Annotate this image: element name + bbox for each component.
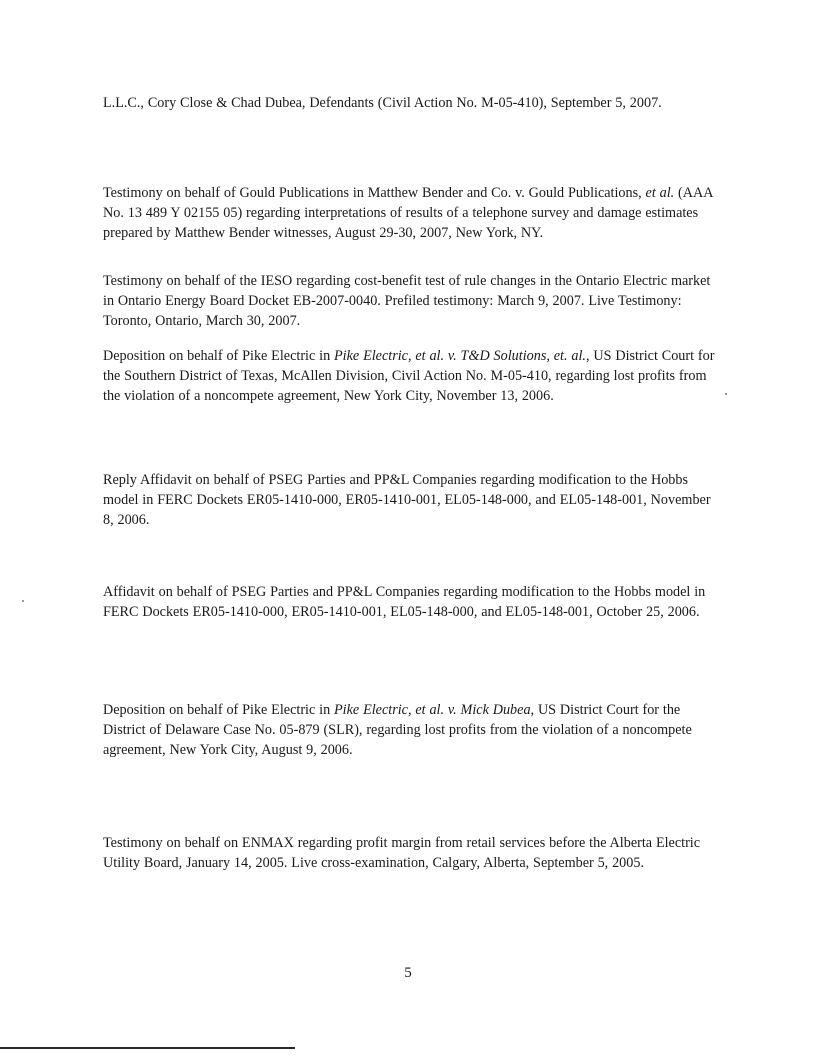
testimony-entry-5	[103, 470, 725, 530]
entry-text: Deposition on behalf of Pike Electric in	[103, 348, 335, 364]
case-citation: Pike Electric, et al. v. Mick Dubea	[334, 702, 531, 718]
entry-text: Affidavit on behalf of PSEG Parties and PP&L Companies regarding modification to the Hobbs model in FERC Dockets ER05-1410-000, ER05-1410-001, EL05-148-000, and EL05-148-001, October 25, 2006.	[103, 584, 706, 620]
testimony-entry-4	[103, 346, 725, 406]
testimony-entry-3	[103, 271, 725, 331]
page-number: 5	[404, 965, 412, 981]
entry-text: Testimony on behalf of the IESO regarding cost-benefit test of rule changes in the Ontario Electric market in Ontario Energy Board Docket EB-2007-0040. Prefiled testimony: March 9, 2007. Live Testimony: Toronto, Ontario, March 30, 2007.	[103, 273, 711, 329]
testimony-entry-1	[103, 93, 725, 113]
entry-text: , US District Court for the District of Delaware Case No. 05-879 (SLR), regarding lost profits from the violation of a noncompete agreement, New York City, August 9, 2006.	[103, 702, 692, 758]
scan-speck	[725, 393, 727, 395]
entry-text: Reply Affidavit on behalf of PSEG Parties and PP&L Companies regarding modification to the Hobbs model in FERC Dockets ER05-1410-000, ER05-1410-001, EL05-148-000, and EL05-148-001, November 8, 2006.	[103, 472, 711, 528]
testimony-entry-8	[103, 833, 725, 873]
case-citation: et al.	[645, 185, 675, 201]
testimony-entry-2	[103, 183, 725, 243]
entry-text: L.L.C., Cory Close & Chad Dubea, Defendants (Civil Action No. M-05-410), September 5, 2007.	[103, 95, 662, 111]
footer-rule	[0, 1047, 295, 1049]
scan-speck	[22, 600, 24, 602]
testimony-entry-6	[103, 582, 725, 622]
entry-text: (AAA No. 13 489 Y 02155 05) regarding interpretations of results of a telephone survey and damage estimates prepared by Matthew Bender witnesses, August 29-30, 2007, New York, NY.	[103, 185, 713, 241]
case-citation: Pike Electric, et al. v. T&D Solutions, et. al.	[334, 348, 586, 364]
entry-text: Testimony on behalf on ENMAX regarding profit margin from retail services before the Alberta Electric Utility Board, January 14, 2005. Live cross-examination, Calgary, Alberta, September 5, 2005.	[103, 835, 701, 871]
entry-text: , US District Court for the Southern District of Texas, McAllen Division, Civil Action No. M-05-410, regarding lost profits from the violation of a noncompete agreement, New York City, November 13, 2006.	[103, 348, 715, 404]
entry-text: Deposition on behalf of Pike Electric in	[103, 702, 335, 718]
testimony-entry-7	[103, 700, 725, 760]
entry-text: Testimony on behalf of Gould Publications in Matthew Bender and Co. v. Gould Publications,	[103, 185, 646, 201]
